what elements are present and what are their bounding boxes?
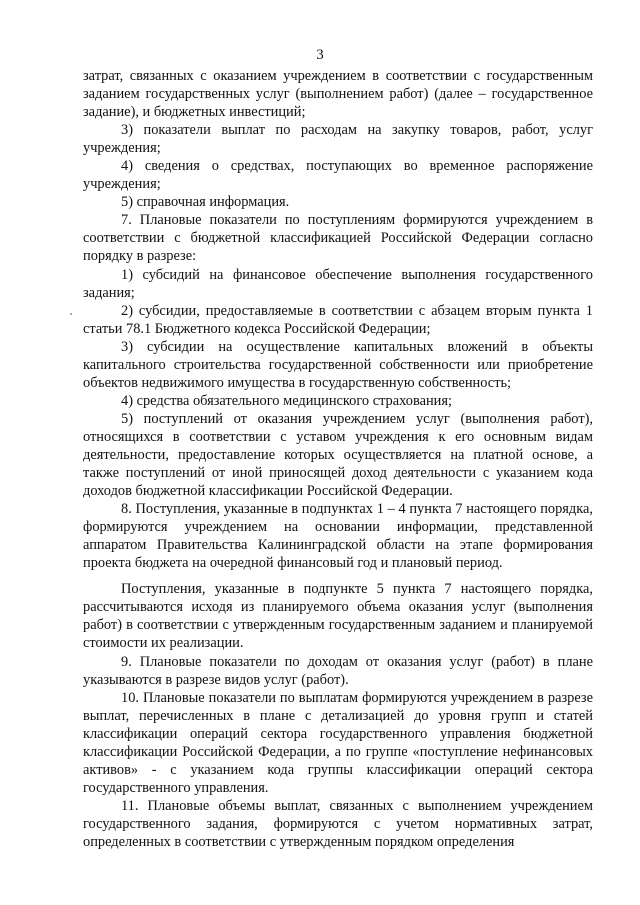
paragraph-section-7: 7. Плановые показатели по поступлениям формируются учреждением в соответствии с бюджетной классификацией Российской Федерации согласно порядку в разрезе:: [83, 212, 593, 265]
paragraph-section-9: 9. Плановые показатели по доходам от оказания услуг (работ) в плане указываются в разрезе видов услуг (работ).: [83, 653, 593, 688]
paragraph-section-8-continuation: Поступления, указанные в подпункте 5 пункта 7 настоящего порядка, рассчитываются исходя из планируемого объема оказания услуг (выполнения работ) в соответствии с утвержденным государственным заданием и планируемой стоимости их реализации.: [83, 581, 593, 652]
paragraph-section-10: 10. Плановые показатели по выплатам формируются учреждением в разрезе выплат, перечисленных в плане с детализацией до уровня групп и статей классификации операций сектора государственного управления бюджетной классификации Российской Федерации, а по группе «поступление нефинансовых активов» - с указанием кода группы классификации операций сектора государственного управления.: [83, 689, 593, 796]
paragraph-section-8: 8. Поступления, указанные в подпунктах 1 – 4 пункта 7 настоящего порядка, формируются учреждением на основании информации, представленной аппаратом Правительства Калининградской области на этапе формирования проекта бюджета на очередной финансовый год и плановый период.: [83, 501, 593, 572]
document-body: [83, 67, 593, 851]
paragraph-item-3: 3) показатели выплат по расходам на закупку товаров, работ, услуг учреждения;: [83, 122, 593, 157]
paragraph-section-7-item-4: 4) средства обязательного медицинского страхования;: [121, 392, 452, 409]
paragraph-item-5: 5) справочная информация.: [121, 194, 290, 211]
paragraph-section-7-item-1: 1) субсидий на финансовое обеспечение выполнения государственного задания;: [83, 266, 593, 301]
paragraph-section-11: 11. Плановые объемы выплат, связанных с выполнением учреждением государственного задания, формируются с учетом нормативных затрат, определенных в соответствии с утвержденным порядком определения: [83, 797, 593, 850]
paragraph-section-7-item-2: 2) субсидии, предоставляемые в соответствии с абзацем вторым пункта 1 статьи 78.1 Бюджетного кодекса Российской Федерации;: [83, 302, 593, 337]
paragraph-section-7-item-3: 3) субсидии на осуществление капитальных вложений в объекты капитального строительства государственной собственности или приобретение объектов недвижимого имущества в государственную собственность;: [83, 338, 593, 391]
scan-speck: [70, 313, 72, 315]
paragraph-section-7-item-5: 5) поступлений от оказания учреждением услуг (выполнения работ), относящихся в соответствии с уставом учреждения к его основным видам деятельности, предоставление которых осуществляется на платной основе, а также поступлений от иной приносящей доход деятельности с указанием кода доходов бюджетной классификации Российской Федерации.: [83, 410, 593, 500]
page-number: 3: [316, 47, 324, 63]
paragraph-continuation: затрат, связанных с оказанием учреждением в соответствии с государственным заданием государственных услуг (выполнением работ) (далее – государственное задание), и бюджетных инвестиций;: [83, 68, 593, 121]
paragraph-item-4: 4) сведения о средствах, поступающих во временное распоряжение учреждения;: [83, 158, 593, 193]
